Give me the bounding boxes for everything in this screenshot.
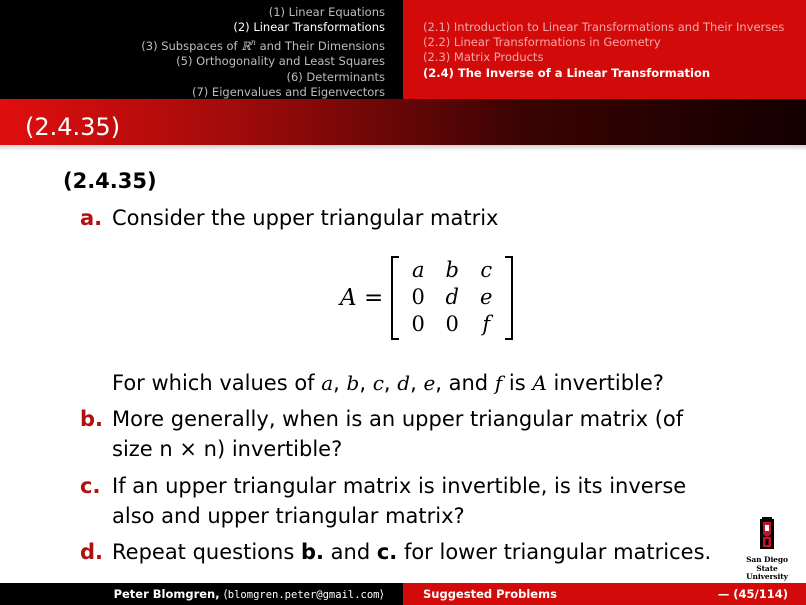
nav-chapter-5[interactable]: (5) Orthogonality and Least Squares — [176, 54, 385, 69]
nav-section-2-2[interactable]: (2.2) Linear Transformations in Geometry — [423, 35, 661, 50]
nav-section-2-3[interactable]: (2.3) Matrix Products — [423, 50, 544, 65]
nav-chapter-7[interactable]: (7) Eigenvalues and Eigenvectors — [191, 84, 385, 99]
real-numbers-symbol: ℝ — [241, 39, 251, 54]
item-d-text-2: and — [323, 540, 377, 564]
matrix-entry: a — [411, 257, 425, 282]
left-bracket — [391, 256, 399, 340]
footer-author-name: Peter Blomgren, — [113, 587, 220, 601]
item-d-text-3: for lower triangular matrices. — [397, 540, 712, 564]
list-item-a — [80, 203, 730, 233]
list-item-d — [80, 537, 730, 567]
var-e: e — [423, 371, 436, 395]
matrix-entry: 0 — [445, 311, 459, 336]
right-bracket — [505, 256, 513, 340]
real-numbers-superscript: n — [250, 38, 256, 48]
block-title: (2.4.35) — [63, 169, 157, 193]
item-d-text-1: Repeat questions — [112, 540, 301, 564]
nav-section-2-4[interactable]: (2.4) The Inverse of a Linear Transformation — [423, 65, 711, 80]
list-item-c — [80, 471, 730, 531]
nav-chapter-3-suffix: and Their Dimensions — [255, 39, 385, 54]
item-d-ref-c: c. — [376, 540, 398, 564]
item-letter-c: c. — [80, 474, 101, 498]
nav-chapter-1[interactable]: (1) Linear Equations — [268, 5, 385, 19]
footer-section-bar — [403, 583, 806, 605]
question-a-end: invertible? — [546, 371, 664, 395]
item-text-c: If an upper triangular matrix is invertible, is its inverse also and upper triangular matrix? — [112, 474, 687, 528]
matrix-entries — [401, 258, 503, 339]
question-a: For which values of a, b, c, d, e, and f is A invertible? — [112, 371, 664, 395]
logo-line-2: University — [746, 572, 788, 581]
item-letter-b: b. — [80, 407, 104, 431]
matrix-entry: f — [482, 311, 491, 336]
sdsu-logo — [736, 517, 798, 579]
logo-line-1: San Diego State — [746, 555, 788, 573]
matrix-name: A — [340, 285, 357, 311]
item-letter-a: a. — [80, 206, 103, 230]
frame-title-bar — [0, 99, 806, 145]
question-a-text: For which values of — [112, 371, 322, 395]
chapter-navigation — [0, 0, 403, 99]
var-d: d — [397, 371, 411, 395]
nav-section-2-1[interactable]: (2.1) Introduction to Linear Transformations and Their Inverses — [423, 20, 785, 34]
matrix-lhs — [340, 285, 383, 311]
var-A: A — [532, 371, 547, 395]
matrix-entry: 0 — [411, 311, 425, 336]
matrix-entry: c — [480, 257, 493, 282]
nav-chapter-3[interactable] — [0, 35, 385, 54]
item-d-ref-b: b. — [300, 540, 324, 564]
equals-sign: = — [363, 285, 384, 311]
var-f: f — [494, 371, 503, 395]
var-b: b — [346, 371, 360, 395]
var-c: c — [372, 371, 384, 395]
item-letter-d: d. — [80, 540, 104, 564]
footer-email-open: ⟨ — [223, 587, 228, 601]
section-navigation — [403, 0, 806, 99]
nav-chapter-6[interactable]: (6) Determinants — [286, 69, 385, 84]
question-a-and: , and — [435, 371, 495, 395]
item-text-a: Consider the upper triangular matrix — [112, 206, 499, 230]
nav-chapter-2[interactable]: (2) Linear Transformations — [233, 20, 385, 35]
var-a: a — [321, 371, 334, 395]
frame-title: (2.4.35) — [25, 113, 121, 141]
logo-text — [736, 556, 798, 582]
matrix-equation — [340, 255, 513, 341]
nav-chapter-3-prefix: (3) Subspaces of — [141, 39, 242, 54]
item-text-d — [112, 537, 730, 567]
matrix-entry: b — [445, 257, 459, 282]
matrix-entry: 0 — [411, 284, 425, 309]
matrix-entry: e — [480, 284, 493, 309]
matrix-entry: d — [445, 284, 459, 309]
list-item-b — [80, 404, 730, 464]
sdsu-tower-icon — [756, 517, 778, 551]
footer-section-title[interactable]: Suggested Problems — [423, 587, 557, 601]
item-text-b: More generally, when is an upper triangular matrix (of size n × n) invertible? — [112, 407, 684, 461]
title-bar-shadow — [0, 145, 806, 151]
footer-page-number: — (45/114) — [717, 587, 788, 601]
footer-email-close: ⟩ — [379, 587, 384, 601]
question-a-is: is — [502, 371, 533, 395]
footer-email[interactable]: blomgren.peter@gmail.com — [227, 589, 380, 601]
footer-author — [0, 583, 403, 605]
